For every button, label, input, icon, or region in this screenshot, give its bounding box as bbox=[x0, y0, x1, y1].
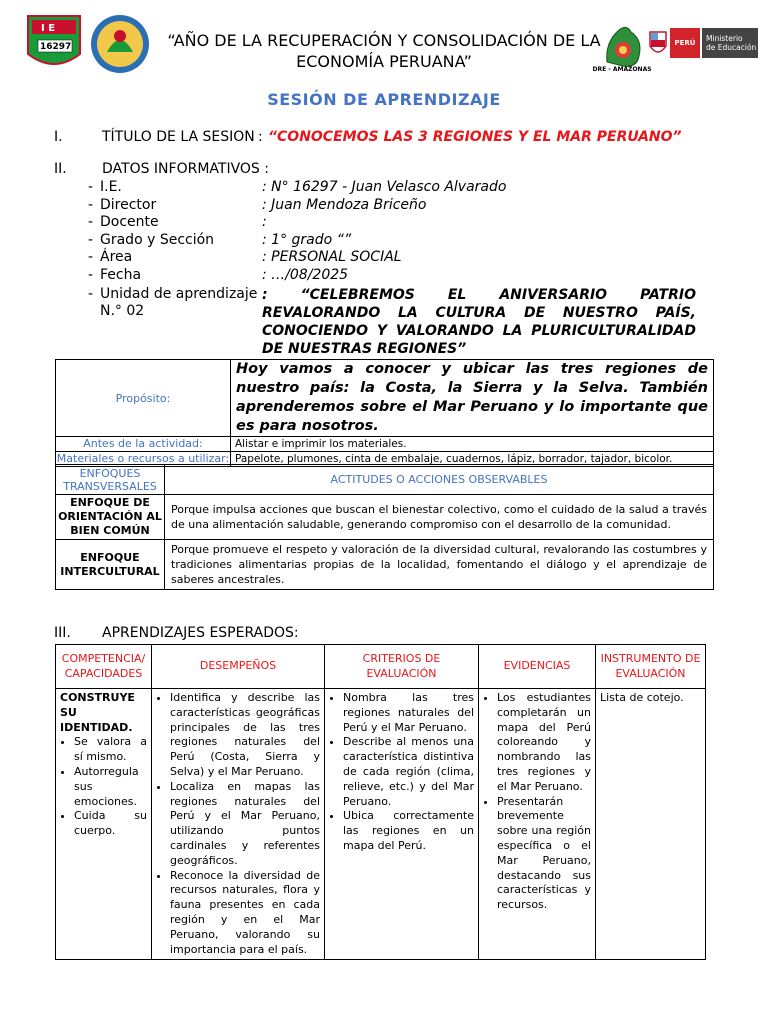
list-item: • Autorregula sus emociones. bbox=[74, 765, 147, 809]
session-name: “CONOCEMOS LAS 3 REGIONES Y EL MAR PERUANO” bbox=[268, 129, 682, 145]
school-logo bbox=[26, 14, 82, 72]
info-key: Unidad de aprendizaje bbox=[100, 286, 258, 302]
minedu-line1: Ministerio bbox=[706, 34, 743, 43]
competencia-cell bbox=[56, 689, 152, 960]
enfoque-desc: Porque impulsa acciones que buscan el bienestar colectivo, como el cuidado de la salud a través de una alimentación saludable, generando compromiso con el desarrollo de la comunidad. bbox=[165, 495, 714, 540]
criterios-cell bbox=[325, 689, 479, 960]
list-item: • Cuida su cuerpo. bbox=[74, 809, 147, 839]
info-key: Fecha bbox=[100, 266, 142, 283]
materiales-value: Papelote, plumones, cinta de embalaje, cuadernos, lápiz, borrador, tajador, bicolor. bbox=[231, 452, 714, 467]
header-instrumento: INSTRUMENTO DE EVALUACIÓN bbox=[596, 645, 706, 689]
section-2-label: DATOS INFORMATIVOS : bbox=[102, 161, 269, 177]
section-3-number: III. bbox=[54, 625, 71, 641]
section-1-number: I. bbox=[54, 129, 63, 145]
list-item: • Localiza en mapas las regiones naturales del Perú y el Mar Peruano, utilizando puntos cardinales y referentes geográficos. bbox=[170, 780, 320, 869]
info-key: Director bbox=[100, 196, 157, 213]
proposito-table bbox=[55, 359, 714, 467]
proposito-value: Hoy vamos a conocer y ubicar las tres regiones de nuestro país: la Costa, la Sierra y la Selva. También aprenderemos sobre el Mar Peruano y lo importante que es para nosotros. bbox=[231, 360, 714, 437]
logo1-number-text: 16297 bbox=[40, 42, 72, 52]
info-value: : N° 16297 - Juan Velasco Alvarado bbox=[262, 179, 507, 195]
competencia-title: CONSTRUYE SU IDENTIDAD. bbox=[60, 691, 135, 734]
materiales-label: Materiales o recursos a utilizar: bbox=[56, 452, 230, 465]
antes-label: Antes de la actividad: bbox=[56, 437, 231, 452]
info-value: : Juan Mendoza Briceño bbox=[262, 196, 427, 213]
unidad-value: : “CELEBREMOS EL ANIVERSARIO PATRIO REVALORANDO LA CULTURA DE NUESTRO PAÍS, CONOCIENDO Y VALORANDO LA PLURICULTURALIDAD DE NUESTRAS REGIONES” bbox=[262, 287, 696, 357]
enfoque-name: ENFOQUE INTERCULTURAL bbox=[56, 540, 165, 590]
list-item: • Identifica y describe las características geográficas principales de las tres regiones naturales del Perú (Costa, Sierra y Selva) y el Mar Peruano. bbox=[170, 691, 320, 780]
capacidades-list bbox=[60, 735, 147, 839]
list-item: • Se valora a sí mismo. bbox=[74, 735, 147, 765]
table-header-row bbox=[56, 465, 714, 495]
header-competencia: COMPETENCIA/ CAPACIDADES bbox=[56, 645, 152, 689]
info-value: : …/08/2025 bbox=[262, 266, 349, 283]
list-item: • Reconoce la diversidad de recursos naturales, flora y fauna presentes en cada región y en el Mar Peruano, valorando su importancia para el país. bbox=[170, 869, 320, 958]
aprendizajes-table bbox=[55, 644, 706, 960]
info-key: Área bbox=[100, 249, 133, 265]
antes-value: Alistar e imprimir los materiales. bbox=[231, 437, 714, 452]
enfoque-name: ENFOQUE DE ORIENTACIÓN AL BIEN COMÚN bbox=[56, 495, 165, 540]
list-item: • Presentarán brevemente sobre una región específica o el Mar Peruano, destacando sus características y recursos. bbox=[497, 795, 591, 913]
header-desempenos: DESEMPEÑOS bbox=[152, 645, 325, 689]
peru-shield-icon bbox=[648, 30, 668, 58]
info-value: : bbox=[262, 214, 267, 230]
table-row bbox=[56, 689, 706, 960]
list-item: • Nombra las tres regiones naturales del Perú y el Mar Peruano. bbox=[343, 691, 474, 735]
info-key: N.° 02 bbox=[100, 303, 145, 319]
table-row bbox=[56, 540, 714, 590]
info-key: Grado y Sección bbox=[100, 231, 215, 248]
enfoques-header: ENFOQUES TRANSVERSALES bbox=[56, 465, 165, 495]
enfoques-table bbox=[55, 464, 714, 590]
table-row bbox=[56, 495, 714, 540]
list-item: • Describe al menos una característica distintiva de cada región (clima, relieve, etc.) y del Mar Peruano. bbox=[343, 735, 474, 809]
info-key: Docente bbox=[100, 214, 159, 230]
section-1-colon: : bbox=[258, 129, 263, 145]
criterios-list bbox=[329, 691, 474, 854]
table-row bbox=[56, 437, 714, 452]
list-item: • Ubica correctamente las regiones en un mapa del Perú. bbox=[343, 809, 474, 853]
dre-caption: DRE - AMAZONAS bbox=[592, 66, 652, 73]
evidencias-list bbox=[483, 691, 591, 913]
peru-label: PERÚ bbox=[670, 28, 700, 58]
minedu-line2: de Educación bbox=[706, 43, 757, 52]
minedu-label bbox=[702, 28, 758, 58]
table-header-row bbox=[56, 645, 706, 689]
header-title bbox=[166, 30, 602, 72]
info-key: I.E. bbox=[100, 179, 122, 195]
evidencias-cell bbox=[479, 689, 596, 960]
session-title: SESIÓN DE APRENDIZAJE bbox=[267, 90, 501, 109]
table-row bbox=[56, 360, 714, 437]
desempenos-list bbox=[156, 691, 320, 957]
actitudes-header: ACTITUDES O ACCIONES OBSERVABLES bbox=[165, 465, 714, 495]
info-value: : 1° grado “” bbox=[262, 231, 352, 248]
section-1-label: TÍTULO DE LA SESION bbox=[102, 129, 255, 145]
proposito-label: Propósito: bbox=[56, 360, 231, 437]
desempenos-cell bbox=[152, 689, 325, 960]
header-criterios: CRITERIOS DE EVALUACIÓN bbox=[325, 645, 479, 689]
section-3-label: APRENDIZAJES ESPERADOS: bbox=[102, 625, 299, 641]
list-item: • Los estudiantes completarán un mapa del Perú coloreando y nombrando las tres regiones y el Mar Peruano. bbox=[497, 691, 591, 795]
crest-logo bbox=[89, 14, 151, 74]
section-2-number: II. bbox=[54, 161, 67, 177]
logo1-top-text: I E bbox=[41, 23, 56, 34]
header-title-line1: “AÑO DE LA RECUPERACIÓN Y CONSOLIDACIÓN DE LA bbox=[167, 31, 601, 50]
info-value: : PERSONAL SOCIAL bbox=[262, 249, 402, 265]
instrumento-cell: Lista de cotejo. bbox=[596, 689, 706, 960]
enfoque-desc: Porque promueve el respeto y valoración de la diversidad cultural, revalorando las costumbres y tradiciones alimentarias propias de la localidad, fomentando el diálogo y el aprendizaje de saberes ancestrales. bbox=[165, 540, 714, 590]
header-title-line2: ECONOMÍA PERUANA” bbox=[296, 52, 472, 71]
header-evidencias: EVIDENCIAS bbox=[479, 645, 596, 689]
